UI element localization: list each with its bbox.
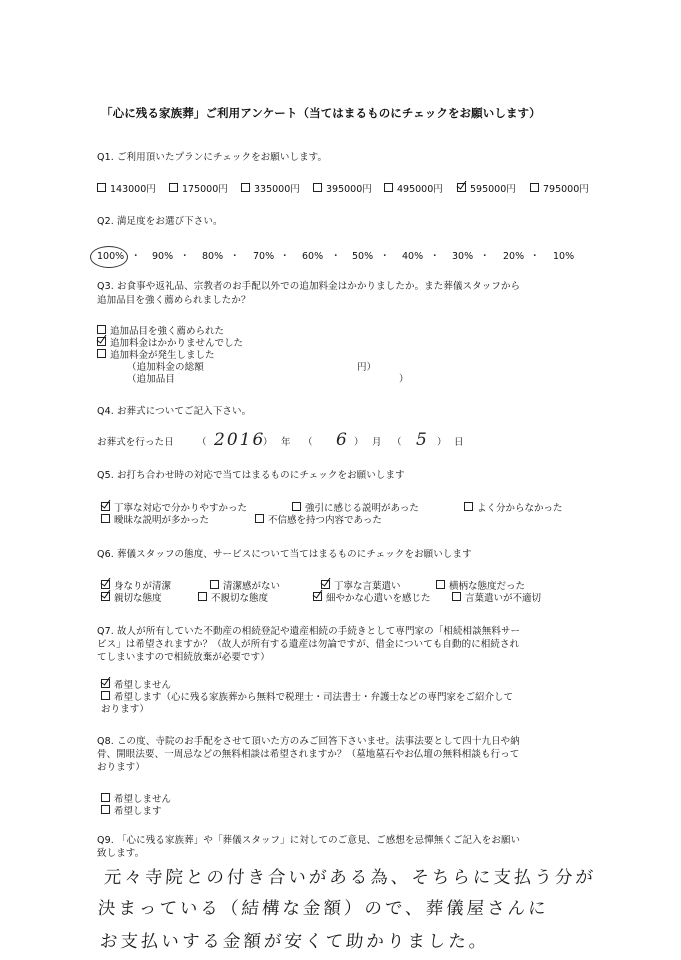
checkbox-checked[interactable] [101, 502, 110, 511]
q4-question: Q4. お葬式についてご記入下さい。 [97, 406, 252, 417]
q6-option-2[interactable]: 清潔感がない [210, 580, 280, 593]
q1-option-495000[interactable]: 495000円 [384, 183, 443, 196]
q3-additional-fee-label: （追加料金の総額 [127, 362, 204, 373]
q9-question-line2: 致します。 [97, 848, 145, 859]
q6-option-7[interactable]: 細やかな心遣いを感じた [313, 592, 431, 605]
checkbox-checked[interactable] [313, 592, 322, 601]
q3-option-2[interactable]: 追加料金はかかりませんでした [97, 337, 243, 350]
q3-question-line1: Q3. お食事や返礼品、宗教者のお手配以外での追加料金はかかりましたか。また葬儀スタッフから [97, 281, 521, 292]
checkbox[interactable] [530, 183, 539, 192]
q2-scale-20[interactable]: 20% [503, 251, 525, 262]
page-title: 「心に残る家族葬」ご利用アンケート（当てはまるものにチェックをお願いします） [101, 106, 541, 120]
checkbox[interactable] [97, 183, 106, 192]
q4-year-value[interactable]: 2016 [214, 430, 266, 450]
q1-option-143000[interactable]: 143000円 [97, 183, 156, 196]
q2-scale-30[interactable]: 30% [452, 251, 474, 262]
q3-question-line2: 追加品目を強く薦められましたか？ [97, 295, 251, 306]
q9-question-line1: Q9. 「心に残る家族葬」や「葬儀スタッフ」に対してのご意見、ご感想を忌憚無くご記入をお願い [97, 835, 521, 846]
q6-option-8[interactable]: 言葉遣いが不適切 [452, 592, 541, 605]
checkbox[interactable] [255, 514, 264, 523]
q2-scale-70[interactable]: 70% [253, 251, 275, 262]
q8-question-line1: Q8. この度、寺院のお手配をさせて頂いた方のみご回答下さいませ。法事法要として四十九日や納 [97, 736, 520, 747]
q1-option-795000[interactable]: 795000円 [530, 183, 589, 196]
q1-question: Q1. ご利用頂いたプランにチェックをお願いします。 [97, 152, 328, 163]
q2-separator: ・ [280, 251, 290, 262]
q4-day-value[interactable]: 5 [416, 430, 427, 450]
q2-separator: ・ [180, 251, 190, 262]
q2-separator: ・ [331, 251, 341, 262]
q5-option-5[interactable]: 不信感を持つ内容であった [255, 514, 382, 527]
month-unit: 月 [372, 437, 382, 448]
checkbox[interactable] [210, 580, 219, 589]
day-unit: 日 [454, 437, 464, 448]
q3-option-1[interactable]: 追加品目を強く薦められた [97, 325, 224, 338]
q9-answer-line3[interactable]: お支払いする金額が安くて助かりました。 [99, 932, 491, 952]
q3-additional-items-label: （追加品目 [127, 374, 176, 385]
q8-option-1[interactable]: 希望しません [101, 793, 171, 806]
q2-separator: ・ [230, 251, 240, 262]
q2-scale-50[interactable]: 50% [352, 251, 374, 262]
q5-option-3[interactable]: よく分からなかった [464, 502, 563, 515]
q7-question-line3: てしまいますので相続放棄が必要です） [97, 652, 270, 663]
q5-question: Q5. お打ち合わせ時の対応で当てはまるものにチェックをお願いします [97, 470, 405, 481]
q1-option-395000[interactable]: 395000円 [313, 183, 372, 196]
q5-option-4[interactable]: 曖昧な説明が多かった [101, 514, 209, 527]
close-paren: ） [437, 437, 447, 448]
open-paren: （ [303, 437, 313, 448]
checkbox[interactable] [101, 691, 110, 700]
checkbox[interactable] [241, 183, 250, 192]
q7-question-line1: Q7. 故人が所有していた不動産の相続登記や遺産相続の手続きとして専門家の「相続相談無料サー [97, 626, 521, 637]
checkbox-checked[interactable] [321, 580, 330, 589]
q2-separator: ・ [530, 251, 540, 262]
q2-separator: ・ [480, 251, 490, 262]
checkbox[interactable] [436, 580, 445, 589]
q8-option-2[interactable]: 希望します [101, 805, 162, 818]
checkbox[interactable] [384, 183, 393, 192]
checkbox[interactable] [97, 349, 106, 358]
q5-option-1[interactable]: 丁寧な対応で分かりやすかった [101, 502, 247, 515]
q1-option-595000[interactable]: 595000円 [457, 183, 516, 196]
q3-option-3[interactable]: 追加料金が発生しました [97, 349, 215, 362]
q6-option-3[interactable]: 丁寧な言葉遣い [321, 580, 401, 593]
checkbox[interactable] [169, 183, 178, 192]
q8-question-line3: おります） [97, 762, 146, 773]
checkbox[interactable] [101, 514, 110, 523]
q6-option-1[interactable]: 身なりが清潔 [101, 580, 171, 593]
q5-option-2[interactable]: 強引に感じる説明があった [292, 502, 419, 515]
checkbox[interactable] [464, 502, 473, 511]
q3-additional-fee-end: 円） [357, 362, 377, 373]
q2-scale-90[interactable]: 90% [152, 251, 174, 262]
checkbox[interactable] [292, 502, 301, 511]
q1-option-175000[interactable]: 175000円 [169, 183, 228, 196]
q6-option-4[interactable]: 横柄な態度だった [436, 580, 525, 593]
q2-separator: ・ [380, 251, 390, 262]
q6-question: Q6. 葬儀スタッフの態度、サービスについて当てはまるものにチェックをお願いします [97, 549, 472, 560]
q6-option-6[interactable]: 不親切な態度 [198, 592, 268, 605]
q2-separator: ・ [131, 251, 141, 262]
q2-question: Q2. 満足度をお選び下さい。 [97, 216, 223, 227]
open-paren: （ [197, 437, 207, 448]
q3-additional-items-end: ） [399, 374, 409, 385]
q2-scale-40[interactable]: 40% [402, 251, 424, 262]
checkbox[interactable] [101, 793, 110, 802]
checkbox-checked[interactable] [101, 592, 110, 601]
close-paren: ） [263, 437, 273, 448]
q2-scale-10[interactable]: 10% [553, 251, 575, 262]
q2-scale-80[interactable]: 80% [202, 251, 224, 262]
checkbox-checked[interactable] [457, 183, 466, 192]
q7-option-1[interactable]: 希望しません [101, 679, 171, 692]
checkbox[interactable] [101, 805, 110, 814]
q2-separator: ・ [430, 251, 440, 262]
close-paren: ） [354, 437, 364, 448]
q8-question-line2: 骨、開眼法要、一周忌などの無料相談は希望されますか？（墓地墓石やお仏壇の無料相談も行って [97, 749, 520, 760]
q9-answer-line2[interactable]: 決まっている（結構な金額）ので、葬儀屋さんに [97, 899, 550, 919]
q1-option-335000[interactable]: 335000円 [241, 183, 300, 196]
q2-scale-100[interactable]: 100% [97, 251, 125, 262]
open-paren: （ [392, 437, 402, 448]
q6-option-5[interactable]: 親切な態度 [101, 592, 162, 605]
q4-month-value[interactable]: 6 [336, 430, 347, 450]
q2-scale-60[interactable]: 60% [302, 251, 324, 262]
checkbox-checked[interactable] [101, 679, 110, 688]
year-unit: 年 [281, 437, 291, 448]
q7-option-2-continued: おります） [101, 704, 150, 715]
checkbox[interactable] [313, 183, 322, 192]
checkbox[interactable] [198, 592, 207, 601]
q9-answer-line1[interactable]: 元々寺院との付き合いがある為、そちらに支払う分が [103, 868, 597, 888]
q4-date-label: お葬式を行った日 [97, 437, 174, 448]
q7-question-line2: ビス」は希望されますか？（故人が所有する遺産は勿論ですが、借金についても自動的に相続され [97, 639, 520, 650]
checkbox-checked[interactable] [97, 337, 106, 346]
q7-option-2[interactable]: 希望します（心に残る家族葬から無料で税理士・司法書士・弁護士などの専門家をご紹介して [101, 691, 513, 704]
checkbox[interactable] [452, 592, 461, 601]
